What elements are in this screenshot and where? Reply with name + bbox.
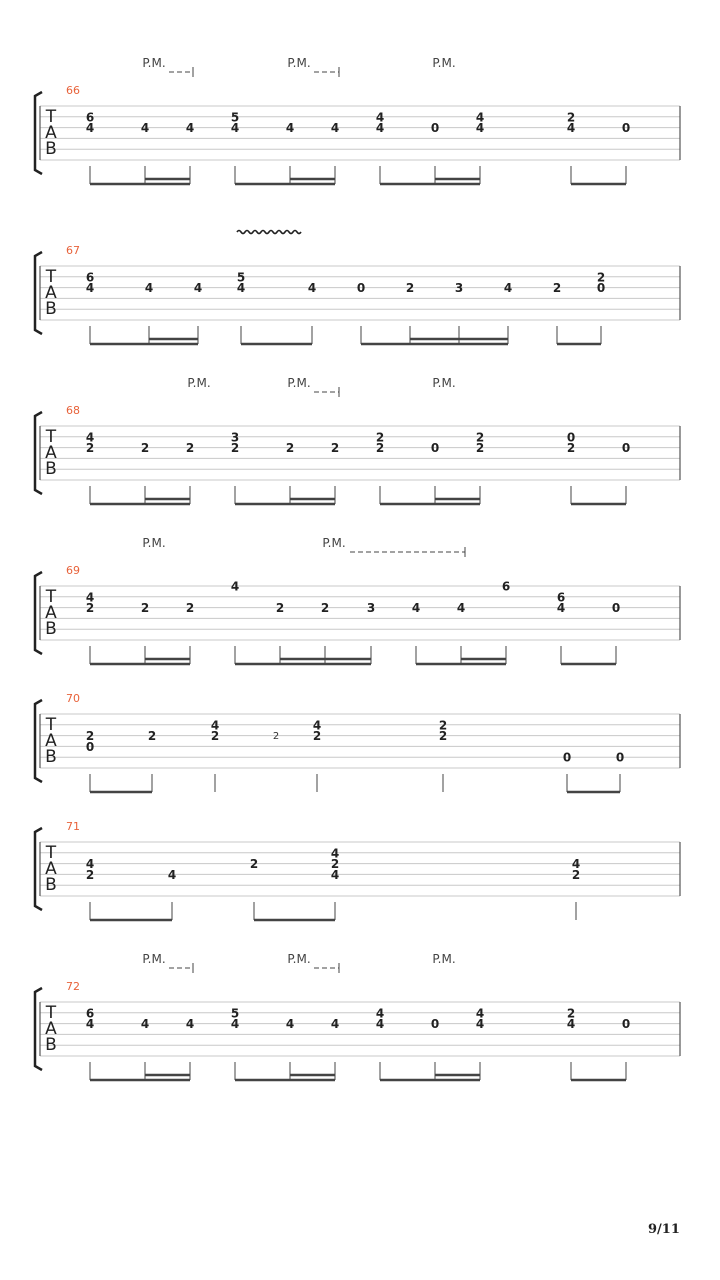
fret-number: 4 — [566, 121, 576, 136]
fret-number: 2 — [405, 281, 415, 296]
palm-mute-label: P.M. — [287, 56, 311, 70]
fret-number: 0 — [430, 1017, 440, 1032]
fret-number: 2 — [312, 729, 322, 744]
tab-clef-letter: B — [45, 619, 57, 639]
fret-number: 4 — [375, 1006, 385, 1021]
palm-mute-label: P.M. — [142, 56, 166, 70]
fret-number: 2 — [438, 729, 448, 744]
fret-number: 4 — [330, 846, 340, 861]
tab-clef-letter: T — [45, 427, 57, 447]
fret-number: 4 — [330, 867, 340, 882]
palm-mute-label: P.M. — [142, 952, 166, 966]
fret-number: 2 — [330, 441, 340, 456]
page-number: 9/11 — [648, 1222, 680, 1237]
system-bracket — [35, 92, 42, 174]
tab-clef-letter: T — [45, 107, 57, 127]
fret-number: 0 — [615, 750, 625, 765]
fret-number: 4 — [285, 1017, 295, 1032]
system-bracket — [35, 700, 42, 782]
tab-clef-letter: T — [45, 715, 57, 735]
fret-number: 4 — [85, 430, 95, 445]
palm-mute-label: P.M. — [287, 376, 311, 390]
fret-number: 4 — [571, 857, 581, 872]
tab-clef-letter: T — [45, 587, 57, 607]
fret-number: 4 — [475, 110, 485, 125]
fret-number: 6 — [556, 590, 566, 605]
fret-number: 0 — [621, 1017, 631, 1032]
fret-number: 4 — [230, 579, 240, 594]
fret-number: 2 — [320, 601, 330, 616]
fret-number: 4 — [185, 1017, 195, 1032]
tab-clef-letter: B — [45, 139, 57, 159]
fret-number: 4 — [144, 281, 154, 296]
fret-number: 6 — [85, 270, 95, 285]
palm-mute-label: P.M. — [432, 376, 456, 390]
fret-number: 2 — [85, 601, 95, 616]
fret-number: 6 — [501, 579, 511, 594]
measure-number: 71 — [66, 820, 80, 833]
measure-number: 72 — [66, 980, 80, 993]
fret-number: 4 — [330, 121, 340, 136]
fret-number: 4 — [475, 1006, 485, 1021]
fret-number: 4 — [85, 857, 95, 872]
tab-clef-letter: T — [45, 1003, 57, 1023]
fret-number: 2 — [185, 601, 195, 616]
fret-number: 4 — [375, 1017, 385, 1032]
tab-system-68 — [35, 376, 680, 504]
fret-number: 2 — [375, 430, 385, 445]
system-bracket — [35, 988, 42, 1070]
fret-number: 4 — [236, 281, 246, 296]
fret-number: 2 — [330, 857, 340, 872]
fret-number: 0 — [562, 750, 572, 765]
fret-number: 4 — [230, 121, 240, 136]
fret-number: 4 — [230, 1017, 240, 1032]
fret-number: 4 — [312, 718, 322, 733]
fret-number: 5 — [230, 110, 240, 125]
fret-number: 4 — [193, 281, 203, 296]
fret-number: 0 — [596, 281, 606, 296]
fret-number: 3 — [454, 281, 464, 296]
fret-number: 2 — [85, 867, 95, 882]
grace-note: 2 — [272, 731, 280, 742]
system-bracket — [35, 572, 42, 654]
fret-number: 4 — [411, 601, 421, 616]
palm-mute-label: P.M. — [287, 952, 311, 966]
fret-number: 3 — [366, 601, 376, 616]
fret-number: 4 — [185, 121, 195, 136]
fret-number: 2 — [566, 441, 576, 456]
tab-system-69 — [35, 536, 680, 664]
fret-number: 4 — [566, 1017, 576, 1032]
fret-number: 4 — [475, 121, 485, 136]
measure-number: 70 — [66, 692, 80, 705]
measure-number: 66 — [66, 84, 80, 97]
fret-number: 4 — [307, 281, 317, 296]
fret-number: 0 — [356, 281, 366, 296]
tab-clef-letter: A — [45, 123, 57, 143]
palm-mute-label: P.M. — [322, 536, 346, 550]
system-bracket — [35, 252, 42, 334]
palm-mute-label: P.M. — [187, 376, 211, 390]
fret-number: 2 — [285, 441, 295, 456]
tab-system-72 — [35, 952, 680, 1080]
tab-clef-letter: A — [45, 283, 57, 303]
fret-number: 4 — [140, 121, 150, 136]
tab-clef-letter: A — [45, 443, 57, 463]
tab-clef-letter: A — [45, 1019, 57, 1039]
fret-number: 4 — [503, 281, 513, 296]
measure-number: 68 — [66, 404, 80, 417]
fret-number: 2 — [275, 601, 285, 616]
fret-number: 0 — [621, 121, 631, 136]
fret-number: 4 — [375, 110, 385, 125]
tab-clef-letter: B — [45, 1035, 57, 1055]
fret-number: 0 — [611, 601, 621, 616]
fret-number: 2 — [185, 441, 195, 456]
fret-number: 4 — [556, 601, 566, 616]
tab-clef-letter: B — [45, 459, 57, 479]
tab-clef-letter: A — [45, 603, 57, 623]
fret-number: 2 — [475, 430, 485, 445]
tab-system-71 — [35, 820, 680, 920]
fret-number: 0 — [566, 430, 576, 445]
tab-clef-letter: B — [45, 299, 57, 319]
fret-number: 4 — [285, 121, 295, 136]
tab-system-67 — [35, 231, 680, 345]
tab-clef-letter: T — [45, 843, 57, 863]
fret-number: 2 — [438, 718, 448, 733]
fret-number: 6 — [85, 1006, 95, 1021]
fret-number: 2 — [230, 441, 240, 456]
fret-number: 4 — [456, 601, 466, 616]
fret-number: 2 — [140, 441, 150, 456]
fret-number: 0 — [430, 441, 440, 456]
fret-number: 0 — [85, 739, 95, 754]
fret-number: 2 — [596, 270, 606, 285]
fret-number: 2 — [475, 441, 485, 456]
fret-number: 2 — [85, 729, 95, 744]
tab-clef-letter: A — [45, 731, 57, 751]
fret-number: 4 — [85, 121, 95, 136]
fret-number: 4 — [475, 1017, 485, 1032]
fret-number: 2 — [571, 867, 581, 882]
vibrato-mark — [237, 231, 301, 234]
fret-number: 2 — [147, 729, 157, 744]
fret-number: 2 — [249, 857, 259, 872]
fret-number: 2 — [552, 281, 562, 296]
measure-number: 67 — [66, 244, 80, 257]
fret-number: 4 — [375, 121, 385, 136]
fret-number: 4 — [330, 1017, 340, 1032]
system-bracket — [35, 828, 42, 910]
fret-number: 2 — [566, 110, 576, 125]
palm-mute-label: P.M. — [142, 536, 166, 550]
fret-number: 5 — [230, 1006, 240, 1021]
fret-number: 2 — [375, 441, 385, 456]
fret-number: 2 — [566, 1006, 576, 1021]
palm-mute-label: P.M. — [432, 56, 456, 70]
fret-number: 2 — [210, 729, 220, 744]
fret-number: 2 — [140, 601, 150, 616]
system-bracket — [35, 412, 42, 494]
fret-number: 6 — [85, 110, 95, 125]
fret-number: 2 — [85, 441, 95, 456]
tab-clef-letter: B — [45, 747, 57, 767]
tab-system-66 — [35, 56, 680, 184]
fret-number: 5 — [236, 270, 246, 285]
tab-clef-letter: B — [45, 875, 57, 895]
tab-clef-letter: T — [45, 267, 57, 287]
fret-number: 4 — [85, 281, 95, 296]
fret-number: 4 — [140, 1017, 150, 1032]
tab-system-70 — [35, 692, 680, 792]
fret-number: 0 — [430, 121, 440, 136]
tab-clef-letter: A — [45, 859, 57, 879]
measure-number: 69 — [66, 564, 80, 577]
fret-number: 4 — [85, 590, 95, 605]
fret-number: 3 — [230, 430, 240, 445]
fret-number: 0 — [621, 441, 631, 456]
fret-number: 4 — [210, 718, 220, 733]
fret-number: 4 — [167, 867, 177, 882]
fret-number: 4 — [85, 1017, 95, 1032]
palm-mute-label: P.M. — [432, 952, 456, 966]
